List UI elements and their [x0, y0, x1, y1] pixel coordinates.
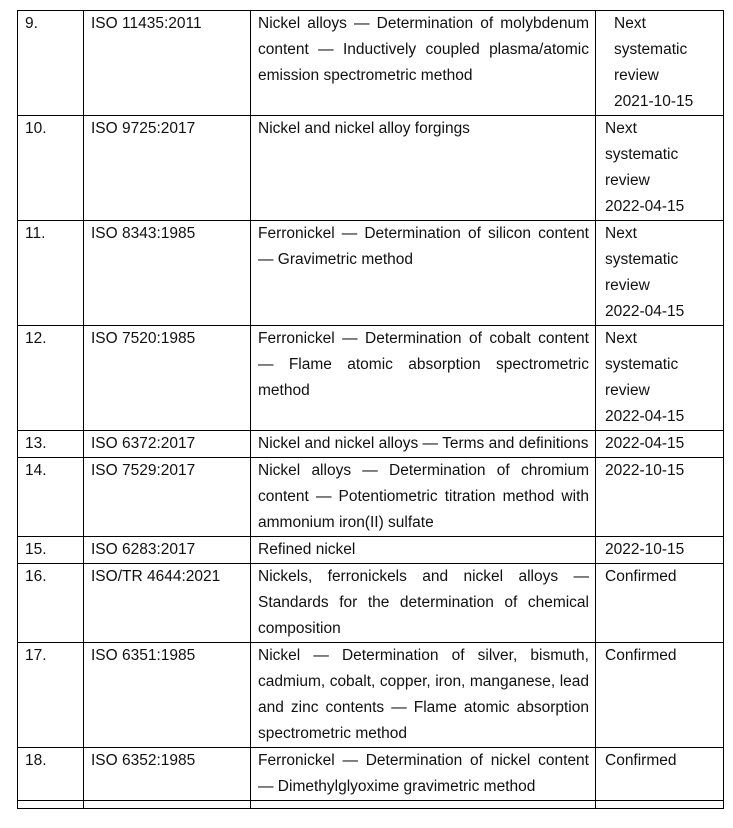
row-number: 13.: [18, 431, 84, 458]
review-status: [596, 11, 724, 116]
table-row: [18, 537, 724, 564]
review-status: [596, 537, 724, 564]
table-row: [18, 326, 724, 431]
standard-code: ISO 8343:1985: [84, 221, 251, 326]
review-status: [596, 326, 724, 431]
standard-code: ISO 11435:2011: [84, 11, 251, 116]
empty-cell: [18, 801, 84, 809]
table-row: [18, 116, 724, 221]
status-line: Next: [614, 15, 646, 32]
row-number: 15.: [18, 537, 84, 564]
row-number: 10.: [18, 116, 84, 221]
table-row: [18, 643, 724, 748]
review-status: [596, 564, 724, 643]
status-date: 2022-04-15: [605, 303, 685, 320]
standard-code: ISO/TR 4644:2021: [84, 564, 251, 643]
standard-code: ISO 6351:1985: [84, 643, 251, 748]
empty-cell: [596, 801, 724, 809]
row-number: 12.: [18, 326, 84, 431]
table-row: [18, 458, 724, 537]
row-number: 14.: [18, 458, 84, 537]
status-date: 2022-04-15: [605, 408, 685, 425]
status-date: 2022-10-15: [605, 541, 685, 558]
row-number: 11.: [18, 221, 84, 326]
empty-cell: [251, 801, 596, 809]
table-row: [18, 11, 724, 116]
status-line: Next: [605, 225, 637, 242]
status-confirmed: Confirmed: [605, 752, 677, 769]
standard-title: Nickels, ferronickels and nickel alloys — Standards for the determination of chemical composition: [251, 564, 596, 643]
table-row: [18, 564, 724, 643]
status-date: 2022-04-15: [605, 435, 685, 452]
status-date: 2021-10-15: [614, 93, 694, 110]
status-line: Next: [605, 330, 637, 347]
table-row: [18, 431, 724, 458]
status-line: systematic: [614, 41, 688, 58]
iso-standards-table: [17, 10, 724, 809]
standard-code: ISO 7520:1985: [84, 326, 251, 431]
standard-title: Nickel and nickel alloy forgings: [251, 116, 596, 221]
status-line: review: [605, 277, 650, 294]
status-line: systematic: [605, 251, 679, 268]
standard-title: Ferronickel — Determination of cobalt content — Flame atomic absorption spectrometric method: [251, 326, 596, 431]
empty-cell: [84, 801, 251, 809]
table-row-partial: [18, 801, 724, 809]
standard-title: Ferronickel — Determination of silicon content — Gravimetric method: [251, 221, 596, 326]
standard-code: ISO 6352:1985: [84, 748, 251, 801]
row-number: 9.: [18, 11, 84, 116]
standard-title: Ferronickel — Determination of nickel content — Dimethylglyoxime gravimetric method: [251, 748, 596, 801]
table-row: [18, 221, 724, 326]
row-number: 18.: [18, 748, 84, 801]
standard-title: Nickel alloys — Determination of molybdenum content — Inductively coupled plasma/atomic emission spectrometric method: [251, 11, 596, 116]
standard-title: Nickel — Determination of silver, bismuth, cadmium, cobalt, copper, iron, manganese, lead and zinc contents — Flame atomic absorption spectrometric method: [251, 643, 596, 748]
status-date: 2022-04-15: [605, 198, 685, 215]
review-status: [596, 643, 724, 748]
status-line: systematic: [605, 146, 679, 163]
status-date: 2022-10-15: [605, 462, 685, 479]
standard-title: Nickel alloys — Determination of chromium content — Potentiometric titration method with ammonium iron(II) sulfate: [251, 458, 596, 537]
review-status: [596, 221, 724, 326]
standard-code: ISO 7529:2017: [84, 458, 251, 537]
status-confirmed: Confirmed: [605, 568, 677, 585]
status-line: Next: [605, 120, 637, 137]
review-status: [596, 458, 724, 537]
standard-title: Nickel and nickel alloys — Terms and definitions: [251, 431, 596, 458]
table-row: [18, 748, 724, 801]
standard-title: Refined nickel: [251, 537, 596, 564]
standard-code: ISO 6372:2017: [84, 431, 251, 458]
status-line: review: [605, 382, 650, 399]
review-status: [596, 431, 724, 458]
status-line: systematic: [605, 356, 679, 373]
review-status: [596, 116, 724, 221]
row-number: 17.: [18, 643, 84, 748]
review-status: [596, 748, 724, 801]
standard-code: ISO 6283:2017: [84, 537, 251, 564]
row-number: 16.: [18, 564, 84, 643]
status-confirmed: Confirmed: [605, 647, 677, 664]
standard-code: ISO 9725:2017: [84, 116, 251, 221]
status-line: review: [605, 172, 650, 189]
status-line: review: [614, 67, 659, 84]
